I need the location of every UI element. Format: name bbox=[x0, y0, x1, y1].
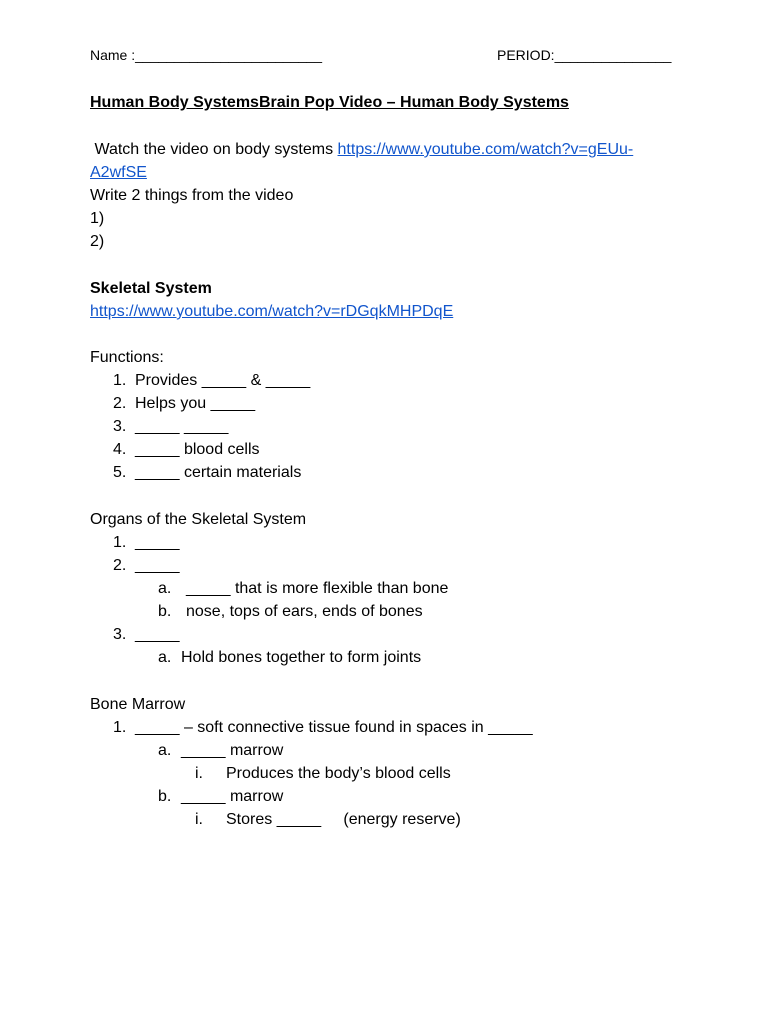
period-field: PERIOD:_______________ bbox=[497, 47, 672, 63]
organ-number: 2. bbox=[113, 557, 127, 574]
organ-item: _____ bbox=[135, 534, 180, 551]
organ-item: _____ bbox=[135, 626, 180, 643]
watch-text: Watch the video on body systems bbox=[90, 141, 338, 158]
marrow-roman: i. bbox=[195, 811, 203, 828]
function-item: _____ _____ bbox=[135, 418, 229, 435]
organ-number: 1. bbox=[113, 534, 127, 551]
skeletal-video-link[interactable]: https://www.youtube.com/watch?v=rDGqkMHPDqE bbox=[90, 303, 454, 320]
function-number: 3. bbox=[113, 418, 127, 435]
marrow-subletter: a. bbox=[158, 742, 172, 759]
page-title: Human Body SystemsBrain Pop Video – Human Body Systems bbox=[90, 94, 569, 111]
write-prompt: Write 2 things from the video bbox=[90, 187, 294, 204]
organ-subletter: a. bbox=[158, 580, 172, 597]
marrow-number: 1. bbox=[113, 719, 127, 736]
answer-line-1: 1) bbox=[90, 210, 105, 227]
function-item: Helps you _____ bbox=[135, 395, 256, 412]
organ-subitem: nose, tops of ears, ends of bones bbox=[186, 603, 423, 620]
organ-subitem: Hold bones together to form joints bbox=[181, 649, 422, 666]
marrow-heading: Bone Marrow bbox=[90, 696, 186, 713]
function-item: _____ certain materials bbox=[135, 464, 302, 481]
function-number: 4. bbox=[113, 441, 127, 458]
organ-number: 3. bbox=[113, 626, 127, 643]
function-number: 2. bbox=[113, 395, 127, 412]
organ-item: _____ bbox=[135, 557, 180, 574]
marrow-roman: i. bbox=[195, 765, 203, 782]
body-systems-video-link[interactable]: https://www.youtube.com/watch?v=gEUu- bbox=[337, 141, 634, 158]
organ-subitem: _____ that is more flexible than bone bbox=[186, 580, 449, 597]
marrow-subsubitem: Produces the body’s blood cells bbox=[226, 765, 451, 782]
organ-subletter: b. bbox=[158, 603, 172, 620]
name-field: Name :________________________ bbox=[90, 47, 322, 63]
watch-instruction bbox=[90, 140, 633, 160]
marrow-subitem: _____ marrow bbox=[181, 788, 284, 805]
function-item: Provides _____ & _____ bbox=[135, 372, 311, 389]
answer-line-2: 2) bbox=[90, 233, 105, 250]
organ-subletter: a. bbox=[158, 649, 172, 666]
marrow-subsubitem: Stores _____ (energy reserve) bbox=[226, 811, 461, 828]
marrow-item: _____ – soft connective tissue found in spaces in _____ bbox=[135, 719, 533, 736]
function-number: 1. bbox=[113, 372, 127, 389]
organs-heading: Organs of the Skeletal System bbox=[90, 511, 307, 528]
marrow-subletter: b. bbox=[158, 788, 172, 805]
body-systems-video-link-continued[interactable]: A2wfSE bbox=[90, 164, 147, 181]
function-number: 5. bbox=[113, 464, 127, 481]
skeletal-heading: Skeletal System bbox=[90, 280, 212, 297]
functions-label: Functions: bbox=[90, 349, 164, 366]
marrow-subitem: _____ marrow bbox=[181, 742, 284, 759]
function-item: _____ blood cells bbox=[135, 441, 260, 458]
